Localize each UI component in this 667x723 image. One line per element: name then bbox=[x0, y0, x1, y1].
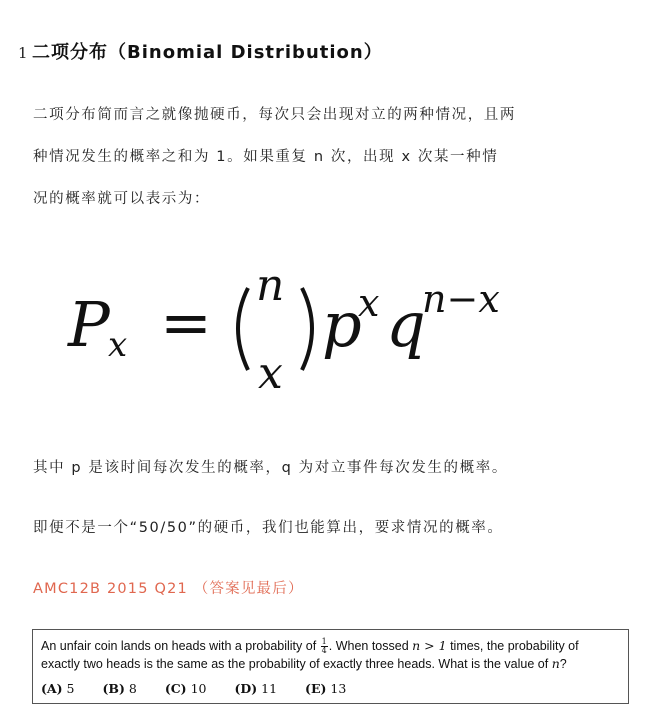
explanation-line-2: 即便不是一个“50/50”的硬币，我们也能算出，要求情况的概率。 bbox=[33, 520, 504, 536]
binom-top: n bbox=[256, 260, 285, 311]
formula-q: q bbox=[386, 288, 426, 361]
intro-line-1: 二项分布简而言之就像抛硬币，每次只会出现对立的两种情况，且两 bbox=[33, 107, 516, 123]
choice-e-label: (E) bbox=[305, 681, 327, 697]
choice-a-value: 5 bbox=[66, 681, 75, 697]
choice-d bbox=[234, 680, 277, 697]
choice-b-value: 8 bbox=[128, 681, 137, 697]
intro-line-2: 种情况发生的概率之和为 1。如果重复 n 次，出现 x 次某一种情 bbox=[33, 149, 499, 165]
choice-d-value: 11 bbox=[261, 681, 278, 697]
formula-p-exponent: x bbox=[358, 281, 380, 325]
binom-bottom: x bbox=[258, 348, 283, 399]
problem-text-2: . When tossed bbox=[328, 639, 409, 653]
faint-watermark bbox=[565, 681, 625, 697]
choice-e-value: 13 bbox=[330, 681, 347, 697]
section-number: 1 bbox=[18, 44, 28, 62]
choice-c-value: 10 bbox=[190, 681, 207, 697]
problem-variable: n bbox=[551, 656, 560, 672]
intro-line-3: 况的概率就可以表示为： bbox=[33, 191, 211, 207]
choice-b-label: (B) bbox=[102, 681, 125, 697]
formula-p: p bbox=[322, 288, 362, 361]
choice-e bbox=[305, 680, 346, 697]
problem-text-3: times, the probability of exactly two heads is the same as the probability of exactly three heads. What is the value of bbox=[41, 639, 579, 672]
problem-box bbox=[32, 629, 629, 704]
answer-choices bbox=[41, 680, 620, 697]
choice-c bbox=[165, 680, 207, 697]
problem-text-4: ? bbox=[559, 657, 567, 672]
binom-left-paren bbox=[238, 288, 248, 370]
formula-lhs: P bbox=[68, 288, 110, 361]
choice-d-label: (D) bbox=[234, 681, 258, 697]
problem-source: AMC12B 2015 Q21 （答案见最后） bbox=[33, 581, 304, 597]
choice-b bbox=[102, 680, 136, 697]
choice-a bbox=[41, 680, 74, 697]
binomial-formula bbox=[60, 258, 540, 398]
explanation-line-1: 其中 p 是该时间每次发生的概率，q 为对立事件每次发生的概率。 bbox=[33, 460, 508, 476]
problem-condition: n > 1 bbox=[412, 638, 447, 653]
choice-a-label: (A) bbox=[41, 681, 63, 697]
probability-fraction bbox=[321, 638, 328, 655]
formula-lhs-subscript: x bbox=[108, 325, 128, 365]
choice-c-label: (C) bbox=[164, 681, 187, 697]
fraction-numerator: 1 bbox=[321, 637, 327, 647]
problem-text-1: An unfair coin lands on heads with a probability of bbox=[41, 639, 317, 653]
formula-svg bbox=[60, 258, 540, 398]
formula-q-exponent: n−x bbox=[422, 277, 500, 321]
section-heading: 二项分布（Binomial Distribution） bbox=[32, 42, 383, 63]
formula-equals: = bbox=[160, 286, 212, 359]
fraction-denominator: 4 bbox=[321, 646, 327, 656]
binom-right-paren bbox=[302, 288, 312, 370]
